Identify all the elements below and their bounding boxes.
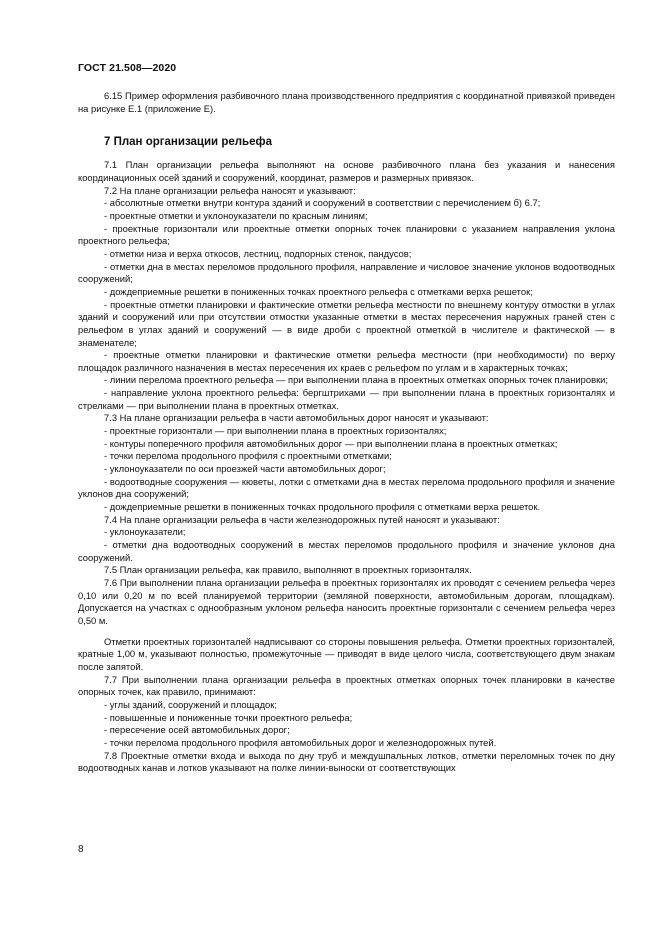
list-item: - отметки дна водоотводных сооружений в местах переломов продольного профиля и значение уклонов дна сооружений. (78, 539, 615, 563)
list-item: - контуры поперечного профиля автомобильных дорог — при выполнении плана в проектных отметках; (104, 437, 558, 449)
paragraph-7-8: 7.8 Проектные отметки входа и выхода по дну труб и междушпальных лотков, отметки переломных точек по дну водоотводных канав и лотков указывают на полке линии-выноски от соответствующих (78, 749, 615, 774)
paragraph-7-6: 7.6 При выполнении плана организации рельефа в проектных горизонталях их проводят с сечением рельефа через 0,10 или 0,20 м по всей планируемой территории (земляной поверхности, автомобильным дорогам, площадкам). Допускается на участках с однообразным уклоном рельефа наносить проектные горизонтали с сечением рельефа через 0,50 м. (78, 576, 615, 626)
list-item: - дождеприемные решетки в пониженных точках проектного рельефа с отметками верха решеток; (104, 285, 533, 297)
list-item: - пересечение осей автомобильных дорог; (104, 724, 290, 736)
list-item: - проектные отметки планировки и фактические отметки рельефа местности по внешнему контуру отмостки в углах зданий и сооружений или при отсутствии отмостки указанные отметки в местах пересечения наружных граней стен с рельефом в углах зданий и сооружений — в виде дроби с проектной отметкой в числителе и фактической — в знаменателе; (78, 298, 615, 348)
list-item: - проектные горизонтали — при выполнении плана в проектных горизонталях; (104, 425, 447, 437)
paragraph-7-3: 7.3 На плане организации рельефа в части автомобильных дорог наносят и указывают: (104, 412, 489, 424)
list-item: - дождеприемные решетки в пониженных точках продольного профиля с отметками верха решеток. (104, 501, 541, 513)
list-item: - точки перелома продольного профиля автомобильных дорог и железнодорожных путей. (104, 736, 497, 748)
section-title: 7 План организации рельефа (104, 136, 272, 149)
list-item: - проектные отметки планировки и фактические отметки рельефа местности (при необходимости) по верху площадок различного назначения в местах пересечения их краев с рельефом по углам и в характерных точках; (78, 349, 615, 373)
list-item: - углы зданий, сооружений и площадок; (104, 698, 277, 710)
page-body (78, 90, 615, 775)
page-number: 8 (78, 844, 84, 855)
paragraph-7-7: 7.7 При выполнении плана организации рельефа в проектных отметках опорных точек планировки в качестве опорных точек, как правило, принимают: (78, 673, 615, 698)
paragraph-7-1: 7.1 План организации рельефа выполняют на основе разбивочного плана без указания и нанесения координационных осей зданий и сооружений, координат, размеров и размерных привязок. (78, 159, 615, 183)
list-item: - линии перелома проектного рельефа — при выполнении плана в проектных отметках опорных точек планировки; (104, 374, 609, 386)
paragraph-7-2: 7.2 На плане организации рельефа наносят и указывают: (104, 184, 356, 196)
paragraph-7-6-continued: Отметки проектных горизонталей надписывают со стороны повышения рельефа. Отметки проектных горизонталей, кратные 1,00 м, указывают полностью, промежуточные — приводят в виде целого числа, соответствующего двум знакам после запятой. (78, 635, 615, 672)
list-item: - уклоноуказатели по оси проезжей части автомобильных дорог; (104, 463, 386, 475)
paragraph-7-4: 7.4 На плане организации рельефа в части железнодорожных путей наносят и указывают: (104, 513, 500, 525)
list-item: - уклоноуказатели; (104, 526, 186, 538)
list-item: - проектные горизонтали или проектные отметки опорных точек планировки с указанием направления уклона проектного рельефа; (78, 222, 615, 247)
list-item: - направление уклона проектного рельефа: бергштрихами — при выполнении плана в проектных горизонталях и стрелками — при выполнении плана в проектных отметках. (78, 387, 615, 411)
list-item: - отметки низа и верха откосов, лестниц, подпорных стенок, пандусов; (104, 247, 412, 259)
list-item: - водоотводные сооружения — кюветы, лотки с отметками дна в местах перелома продольного профиля и значение уклонов дна сооружений; (78, 475, 615, 500)
paragraph-6-15: 6.15 Пример оформления разбивочного плана производственного предприятия с координатной привязкой приведен на рисунке Е.1 (приложение Е). (78, 90, 615, 114)
document-code-header: ГОСТ 21.508—2020 (78, 62, 177, 74)
paragraph-7-5: 7.5 План организации рельефа, как правило, выполняют в проектных горизонталях. (104, 564, 472, 576)
list-item: - проектные отметки и уклоноуказатели по красным линиям; (104, 209, 368, 221)
list-item: - точки перелома продольного профиля с проектными отметками; (104, 450, 392, 462)
list-item: - отметки дна в местах переломов продольного профиля, направление и числовое значение уклонов водоотводных сооружений; (78, 260, 615, 285)
list-item: - абсолютные отметки внутри контура зданий и сооружений в соответствии с перечислением б) 6.7; (104, 197, 541, 209)
list-item: - повышенные и пониженные точки проектного рельефа; (104, 711, 353, 723)
